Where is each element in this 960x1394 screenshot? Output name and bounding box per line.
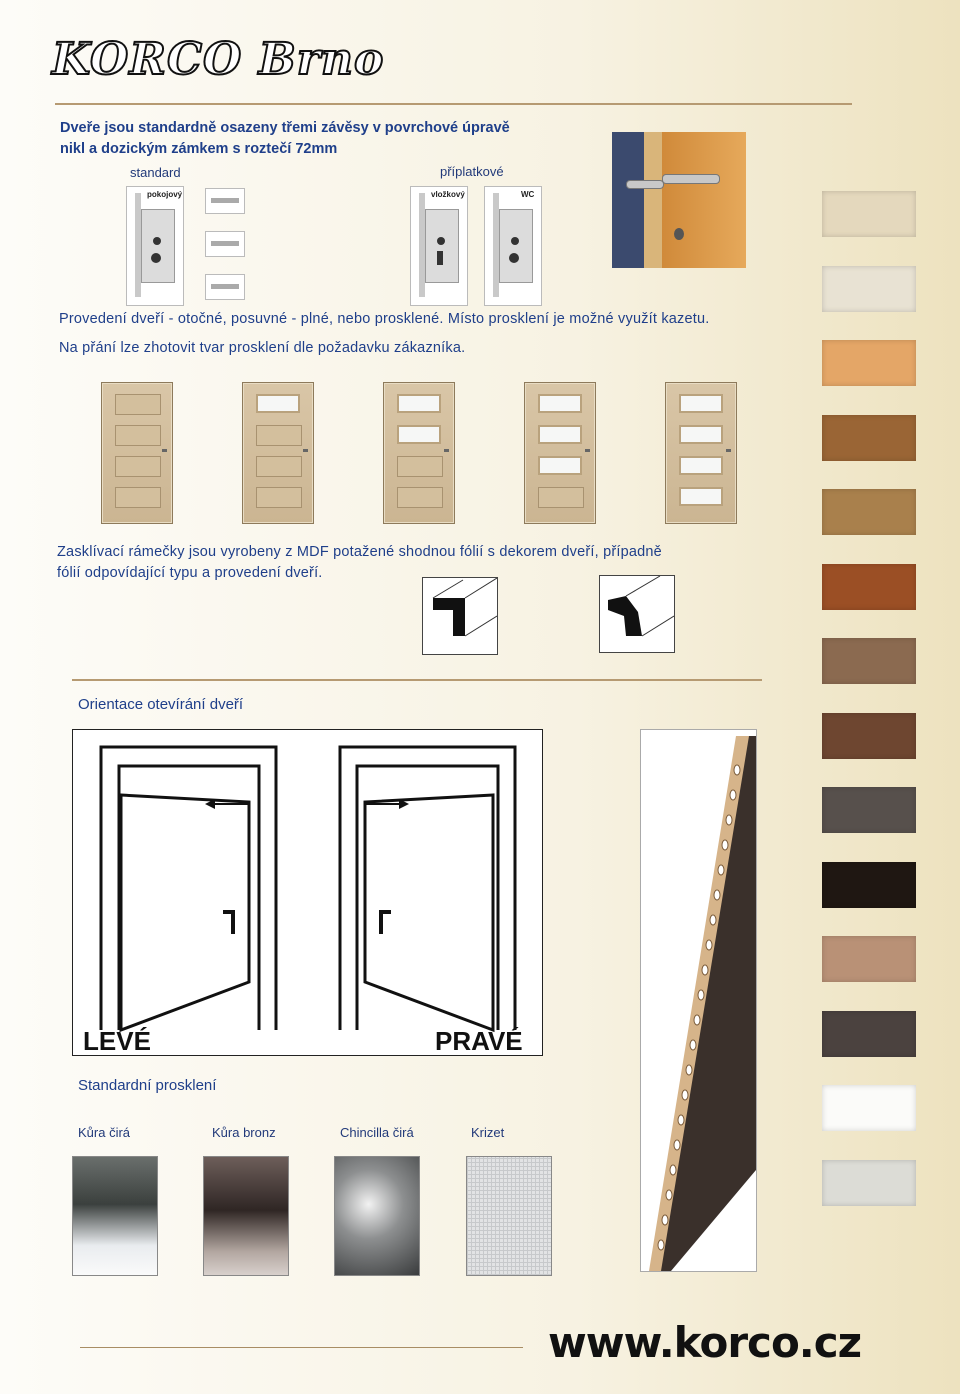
glazing-heading: Standardní prosklení [78,1077,217,1094]
orientation-drawing [73,730,542,1055]
decor-swatch [822,1085,916,1131]
header-divider [55,103,852,105]
profile-drawing [600,576,674,652]
hinge-image [205,188,245,214]
glazing-type-label: Krizet [471,1125,505,1140]
glazing-type-label: Kůra čirá [78,1125,131,1140]
decor-swatch [822,489,916,535]
lock-tag: pokojový [147,190,183,199]
frame-profile-2 [599,575,675,653]
footer-divider [80,1347,523,1348]
decor-swatch [822,638,916,684]
decor-swatch [822,1160,916,1206]
decor-swatch [822,862,916,908]
glass-sample-chincilla-cira [334,1156,420,1276]
glazing-type-label: Kůra bronz [212,1125,276,1140]
orientation-heading: Orientace otevírání dveří [78,696,244,713]
door-variants-text: Provedení dveří - otočné, posuvné - plné, nebo prosklené. Místo prosklení je možné využít kazetu. Na přání lze zhotovit tvar prosklení dle požadavku zákazníka. [59,311,710,356]
decor-swatch [822,564,916,610]
hinges-intro: Dveře jsou standardně osazeny třemi závěsy v povrchové úpravě nikl a dozickým zámkem s roztečí 72mm [60,120,510,157]
orientation-divider [72,679,762,681]
glass-sample-kura-bronz [203,1156,289,1276]
lock-premium-label: příplatkové [440,164,504,179]
lock-standard-label: standard [130,165,181,180]
door-model-solid [101,382,173,524]
door-model-4-glass [665,382,737,524]
cross-section-drawing [641,730,756,1271]
glass-sample-kura-cira [72,1156,158,1276]
decor-swatch [822,266,916,312]
glazing-type-label: Chincilla čirá [340,1125,414,1140]
door-cross-section-image [640,729,757,1272]
website-url[interactable]: www.korco.cz [548,1318,862,1367]
decor-swatch [822,713,916,759]
decor-swatch [822,340,916,386]
lock-vlozkovy-image [410,186,468,306]
door-orientation-diagram [72,729,543,1056]
door-model-2-glass [383,382,455,524]
glass-sample-krizet [466,1156,552,1276]
lock-wc-image [484,186,542,306]
left-opening-label: LEVÉ [83,1026,151,1055]
door-model-1-glass [242,382,314,524]
decor-swatch [822,936,916,982]
door-handle-photo [612,132,746,268]
door-model-3-glass [524,382,596,524]
glazing-frames-text: Zasklívací rámečky jsou vyrobeny z MDF potažené shodnou fólií s dekorem dveří, případně fólií odpovídající typu a provedení dveří. [57,544,662,581]
hinge-image [205,274,245,300]
lock-tag: WC [521,190,535,199]
decor-swatch [822,191,916,237]
lock-tag: vložkový [431,190,465,199]
hinge-image [205,231,245,257]
brand-logo: KORCO Brno [52,34,385,85]
lock-pokojovy-image [126,186,184,306]
frame-profile-1 [422,577,498,655]
decor-swatch [822,787,916,833]
right-opening-label: PRAVÉ [435,1026,523,1055]
profile-drawing [423,578,497,654]
decor-swatch [822,1011,916,1057]
decor-swatch [822,415,916,461]
